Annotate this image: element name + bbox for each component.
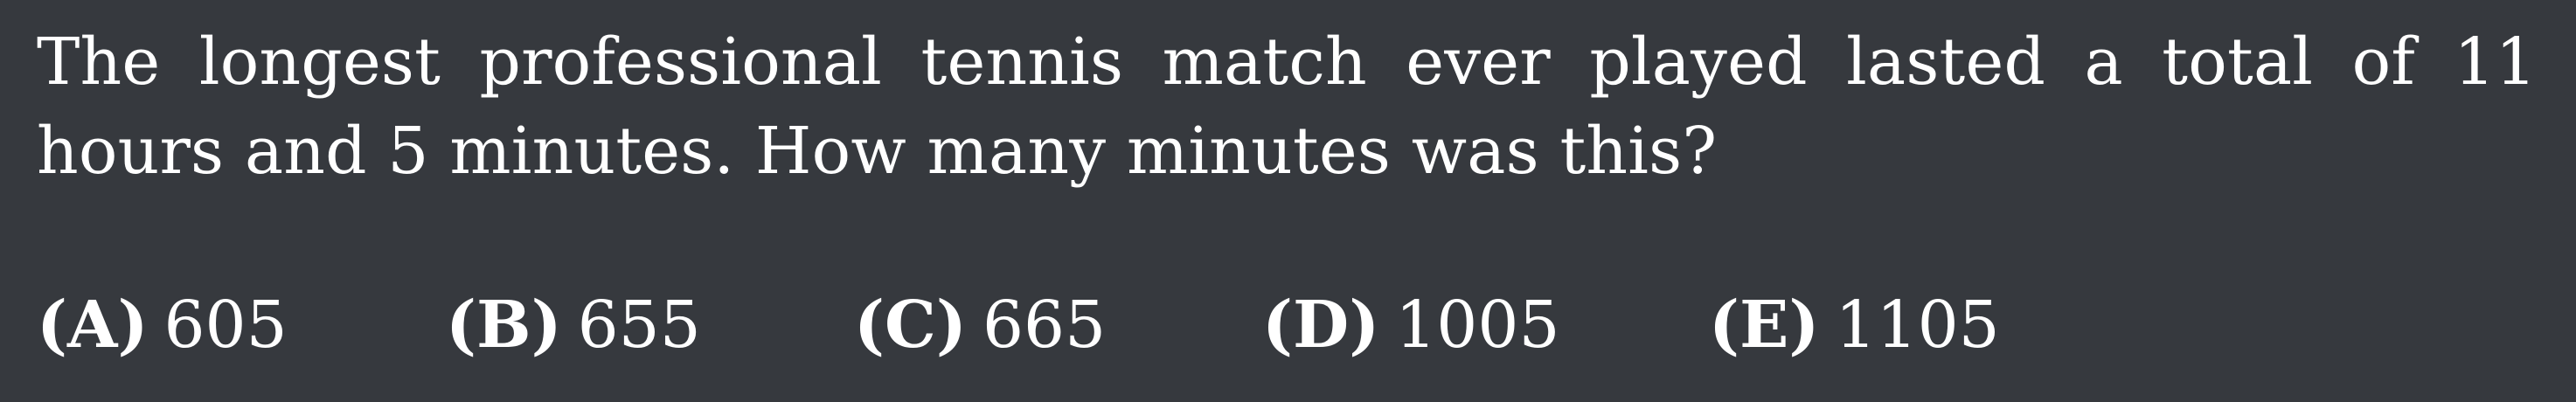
choice-b-value: 655 [577,288,701,363]
choice-c [854,281,1106,369]
choice-c-letter: C [885,288,936,363]
choice-a-value: 605 [163,288,288,363]
choice-b [446,281,701,369]
choice-e-label: (E) [1709,288,1820,363]
choice-d [1262,281,1560,369]
choice-a [37,281,288,369]
choice-e-letter: E [1739,288,1789,363]
problem-statement: The longest professional tennis match ever played lasted a total of 11 hours and 5 minutes. How many minutes was this? [37,24,2537,189]
choice-b-letter: B [476,288,531,363]
choice-a-letter: A [67,288,118,363]
choice-d-label: (D) [1262,288,1380,363]
choice-e-value: 1105 [1835,288,2000,363]
choice-a-label: (A) [37,288,149,363]
choice-c-label: (C) [854,288,967,363]
choice-b-label: (B) [446,288,562,363]
choice-d-value: 1005 [1395,288,1560,363]
choice-d-letter: D [1293,288,1350,363]
choice-e [1709,281,2000,369]
choice-c-value: 665 [982,288,1107,363]
